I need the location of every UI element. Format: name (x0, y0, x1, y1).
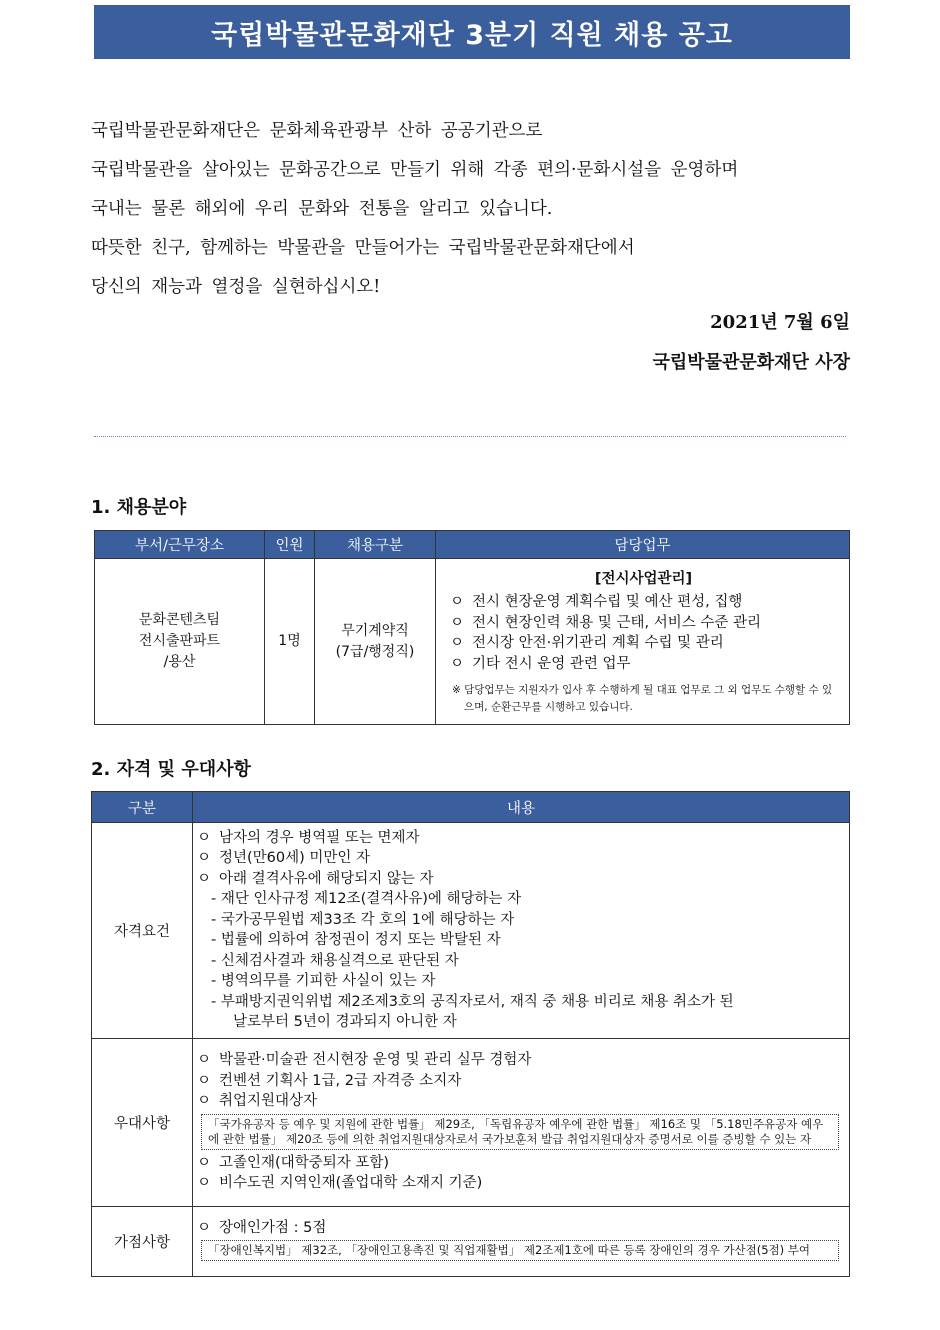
page-title: 국립박물관문화재단 3분기 직원 채용 공고 (94, 5, 850, 59)
divider (94, 436, 846, 437)
qualifications-cell (193, 823, 850, 1039)
row-label: 우대사항 (92, 1039, 193, 1207)
row-label: 자격요건 (92, 823, 193, 1039)
list-item: ㅇ 장애인가점 : 5점 (197, 1218, 839, 1239)
bullet-mark: ㅇ (197, 850, 212, 866)
list-item: ㅇ 취업지원대상자 (197, 1091, 839, 1112)
table-row (92, 823, 850, 1039)
sub-item-continuation: 날로부터 5년이 경과되지 아니한 자 (233, 1014, 457, 1030)
table-row (92, 1207, 850, 1277)
employment-type-cell (315, 559, 436, 725)
intro-text (91, 112, 851, 307)
sub-item: - 국가공무원법 제33조 각 호의 1에 해당하는 자 (211, 911, 515, 928)
bullet-mark: ㅇ (450, 635, 465, 651)
column-header: 부서/근무장소 (95, 531, 265, 559)
column-header: 담당업무 (436, 531, 850, 559)
department-cell (95, 559, 265, 725)
table-row (95, 559, 850, 725)
bullet-mark: ㅇ (197, 1052, 212, 1069)
preferences-cell (193, 1039, 850, 1207)
bullet-mark: ㅇ (450, 655, 465, 672)
sub-item: - 재단 인사규정 제12조(결격사유)에 해당하는 자 (211, 891, 522, 907)
column-header: 구분 (92, 792, 193, 823)
sub-item: - 병역의무를 기피한 사실이 있는 자 (211, 973, 436, 989)
sub-item: - 부패방지권익위법 제2조제3호의 공직자로서, 재직 중 채용 비리로 채용 취소가 된 (211, 993, 734, 1010)
table-header-row (95, 531, 850, 559)
bullet-mark: ㅇ (197, 1154, 212, 1171)
section-heading-qualifications: 2. 자격 및 우대사항 (91, 759, 251, 780)
veteran-law-note: 「국가유공자 등 예우 및 지원에 관한 법률」 제29조, 「독립유공자 예우에 관한 법률」 제16조 및 「5.18민주유공자 예우에 관한 법률」 제20조 등에 의한 취업지원대상자로서 국가보훈처 발급 취업지원대상자 증명서로 이를 증빙할 수 있는 자 (201, 1114, 839, 1150)
table-header-row (92, 792, 850, 823)
disability-law-note: 「장애인복지법」 제32조, 「장애인고용촉진 및 직업재활법」 제2조제1호에 따른 등록 장애인의 경우 가산점(5점) 부여 (201, 1240, 839, 1261)
bullet-mark: ㅇ (197, 1093, 212, 1110)
employment-type-line: 무기계약직 (341, 622, 409, 639)
intro-line: 당신의 재능과 열정을 실현하십시오! (91, 277, 381, 297)
intro-line: 국립박물관을 살아있는 문화공간으로 만들기 위해 각종 편의·문화시설을 운영하며 (91, 160, 739, 180)
bullet-mark: ㅇ (197, 829, 212, 846)
list-item: ㅇ 아래 결격사유에 해당되지 않는 자 (197, 869, 839, 890)
sub-item: - 법률에 의하여 참정권이 정지 또는 박탈된 자 (211, 932, 501, 948)
duty-item: ㅇ 기타 전시 운영 관련 업무 (446, 654, 841, 675)
bullet-mark: ㅇ (450, 614, 465, 631)
table-row (92, 1039, 850, 1207)
employment-type-line: (7급/행정직) (335, 643, 415, 660)
list-item: ㅇ 남자의 경우 병역필 또는 면제자 (197, 828, 839, 849)
row-label: 가점사항 (92, 1207, 193, 1277)
list-item: ㅇ 비수도권 지역인재(졸업대학 소재지 기준) (197, 1173, 839, 1194)
duties-cell (436, 559, 850, 725)
bullet-mark: ㅇ (197, 870, 212, 887)
list-item: ㅇ 정년(만60세) 미만인 자 (197, 848, 839, 869)
announcement-date: 2021년 7월 6일 (710, 312, 850, 333)
intro-line: 국내는 물론 해외에 우리 문화와 전통을 알리고 있습니다. (91, 199, 553, 219)
column-header: 인원 (265, 531, 315, 559)
bullet-mark: ㅇ (197, 1219, 212, 1236)
recruitment-table (94, 530, 850, 725)
intro-line: 국립박물관문화재단은 문화체육관광부 산하 공공기관으로 (91, 121, 543, 141)
duty-note: ※ 담당업무는 지원자가 입사 후 수행하게 될 대표 업무로 그 외 업무도 수행할 수 있으며, 순환근무를 시행하고 있습니다. (452, 684, 833, 713)
list-item: ㅇ 박물관·미술관 전시현장 운영 및 관리 실무 경험자 (197, 1050, 839, 1071)
column-header: 채용구분 (315, 531, 436, 559)
bullet-mark: ㅇ (197, 1175, 212, 1192)
bullet-mark: ㅇ (197, 1072, 212, 1089)
list-item: ㅇ 고졸인재(대학중퇴자 포함) (197, 1153, 839, 1174)
duty-item: ㅇ 전시장 안전·위기관리 계획 수립 및 관리 (446, 633, 841, 654)
intro-line: 따뜻한 친구, 함께하는 박물관을 만들어가는 국립박물관문화재단에서 (91, 238, 635, 258)
bonus-cell (193, 1207, 850, 1277)
bullet-mark: ㅇ (450, 594, 465, 610)
section-heading-recruitment: 1. 채용분야 (91, 497, 187, 518)
list-item: ㅇ 컨벤션 기획사 1급, 2급 자격증 소지자 (197, 1071, 839, 1092)
qualifications-table (91, 791, 850, 1277)
sub-item: - 신체검사결과 채용실격으로 판단된 자 (211, 952, 459, 969)
signer: 국립박물관문화재단 사장 (652, 352, 850, 373)
column-header: 내용 (193, 792, 850, 823)
department-line: /용산 (163, 654, 196, 670)
duty-item: ㅇ 전시 현장운영 계획수립 및 예산 편성, 집행 (446, 592, 841, 613)
department-line: 문화콘텐츠팀 (138, 612, 221, 628)
duty-heading: [전시사업관리] (594, 571, 693, 587)
duty-item: ㅇ 전시 현장인력 채용 및 근태, 서비스 수준 관리 (446, 613, 841, 634)
department-line: 전시출판파트 (138, 633, 221, 649)
headcount-cell: 1명 (265, 559, 315, 725)
